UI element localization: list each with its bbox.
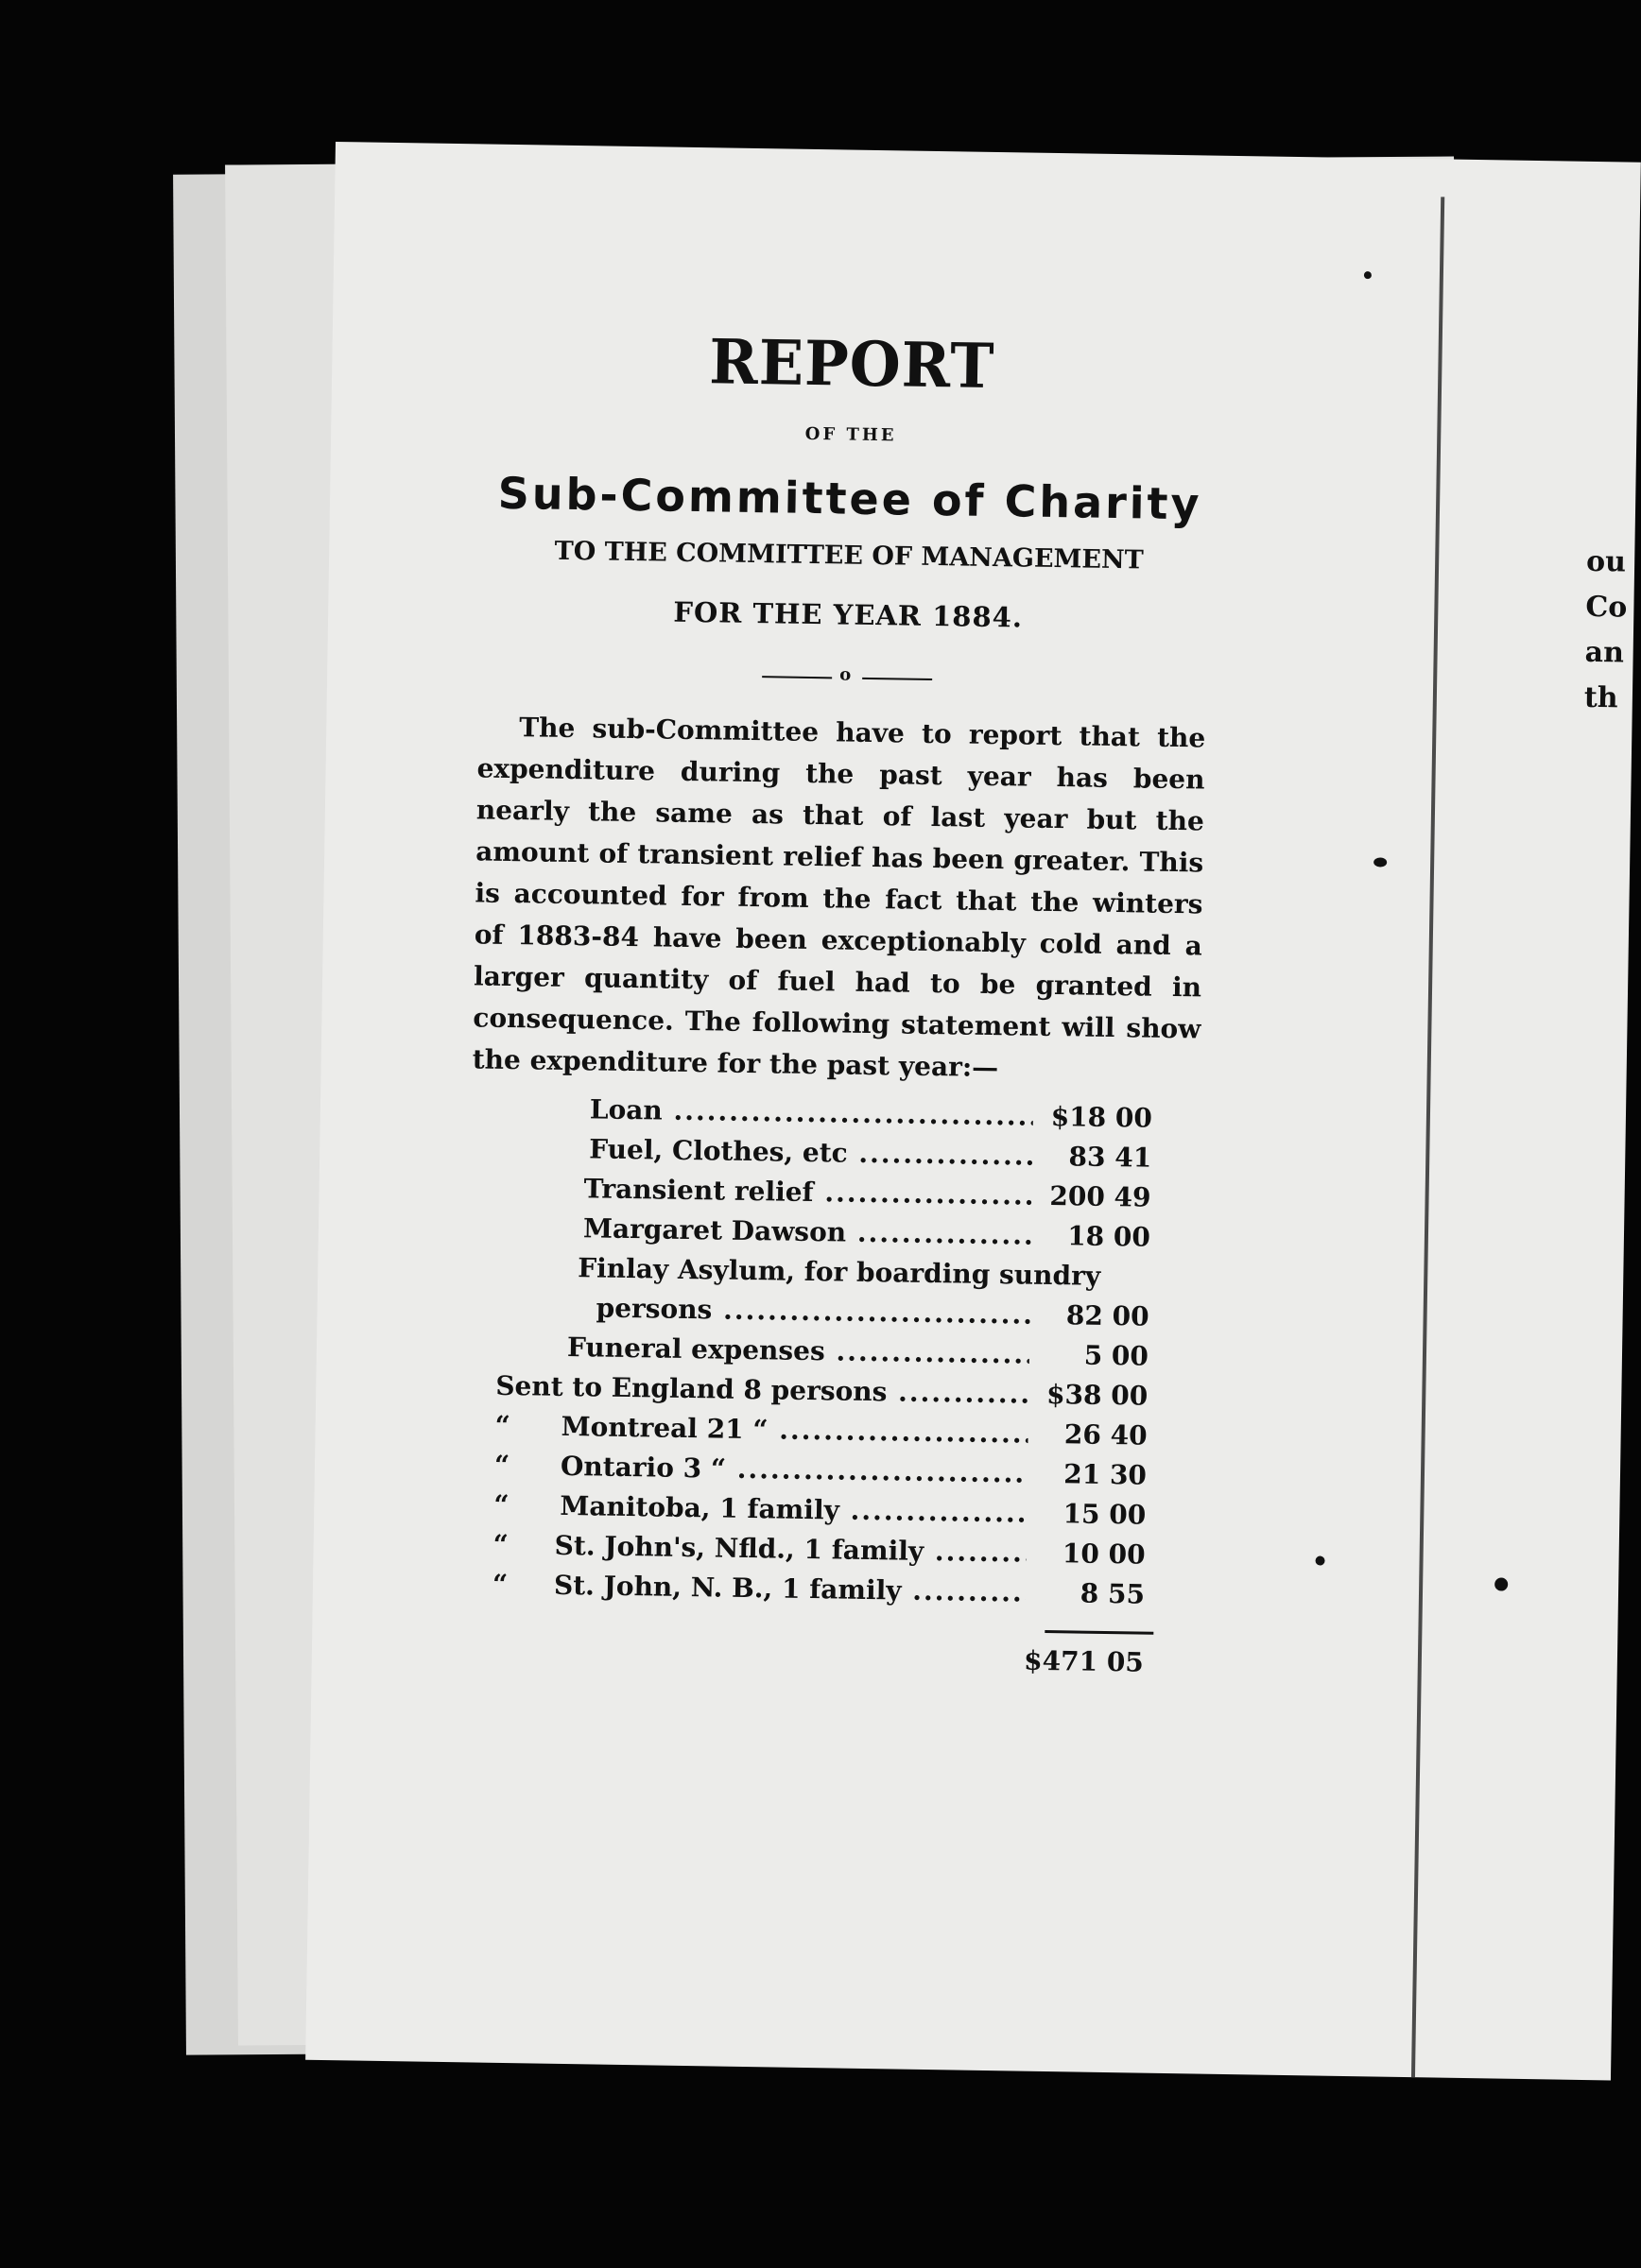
expenditure-label: Loan .....: [590, 1093, 1039, 1131]
expenditure-amount: 10 00: [1026, 1538, 1146, 1571]
ditto-mark: “: [493, 1449, 510, 1482]
ink-speck: [1315, 1555, 1324, 1565]
expenditure-label: Transient relief .....: [583, 1173, 1037, 1211]
ink-speck: [1364, 271, 1372, 279]
report-subtitle: Sub-Committee of Charity: [497, 467, 1202, 530]
fragment-text: ou: [1585, 544, 1627, 579]
expenditure-amount: 15 00: [1027, 1498, 1147, 1531]
report-of-the: OF THE: [804, 423, 897, 446]
divider-mark: o: [839, 664, 852, 685]
expenditure-amount: 8 55: [1026, 1577, 1146, 1610]
expenditure-amount: $38 00: [1028, 1379, 1149, 1412]
expenditure-label: Finlay Asylum, for boarding sundry: [578, 1252, 1101, 1292]
expenditure-amount: 82 00: [1029, 1299, 1149, 1332]
expenditure-amount: 26 40: [1028, 1418, 1148, 1452]
ink-speck: [1494, 1577, 1508, 1590]
fragment-text: Co: [1585, 590, 1628, 625]
expenditure-list: [455, 1091, 1218, 1619]
ditto-mark: “: [494, 1409, 511, 1442]
expenditure-label: St. John, N. B., 1 family .....: [554, 1570, 1031, 1608]
ditto-mark: “: [492, 1568, 509, 1601]
expenditure-amount: $18 00: [1033, 1101, 1153, 1134]
expenditure-amount: 5 00: [1029, 1339, 1149, 1372]
expenditure-label: Margaret Dawson .....: [583, 1212, 1037, 1251]
ink-speck: [1373, 857, 1387, 867]
report-recipient: TO THE COMMITTEE OF MANAGEMENT: [554, 536, 1145, 576]
expenditure-amount: 83 41: [1032, 1141, 1152, 1174]
expenditure-label: Manitoba, 1 family .....: [560, 1490, 1032, 1529]
expenditure-label: persons .....: [596, 1292, 1035, 1330]
section-divider: [762, 664, 932, 689]
expenditure-label: Sent to England 8 persons .....: [495, 1370, 1034, 1410]
expenditure-amount: 18 00: [1031, 1220, 1151, 1253]
document-page: [305, 142, 1641, 2080]
report-year: FOR THE YEAR 1884.: [673, 595, 1024, 634]
expenditure-label: Fuel, Clothes, etc .....: [589, 1133, 1038, 1171]
report-title: REPORT: [708, 325, 995, 403]
expenditure-label: Ontario 3 “ .....: [561, 1451, 1033, 1489]
page-fold-line: [1411, 197, 1444, 2077]
expenditure-label: Funeral expenses .....: [567, 1332, 1035, 1370]
fragment-text: an: [1584, 635, 1625, 670]
expenditure-amount: 200 49: [1031, 1180, 1151, 1213]
ditto-mark: “: [492, 1528, 510, 1561]
total-amount: $471 05: [1023, 1644, 1145, 1678]
fragment-text: th: [1583, 680, 1618, 715]
expenditure-amount: 21 30: [1028, 1458, 1148, 1491]
expenditure-label: Montreal 21 “ .....: [561, 1411, 1033, 1450]
report-paragraph: The sub-Committee have to report that the expenditure during the past year has been nearly the same as that of last year but the amount of transient relief has been greater. This is accounted for from the fact that the winters of 1883-84 have been exceptionably cold and a larger quantity of fuel had to be granted in consequence. The following statement will show the expenditure for the past year:—: [472, 712, 1206, 1084]
adjacent-page-fragment: [1584, 540, 1629, 722]
report-content: [454, 323, 1231, 1685]
expenditure-label: St. John's, Nfld., 1 family .....: [554, 1530, 1031, 1569]
ditto-mark: “: [493, 1488, 510, 1521]
